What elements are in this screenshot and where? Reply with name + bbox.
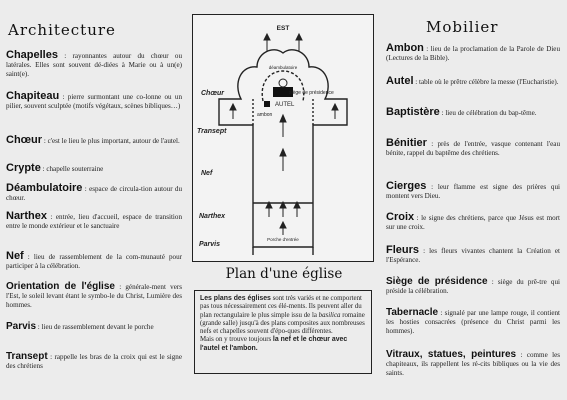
note-bold-2: la nef et le chœur avec l'autel et l'ambon. bbox=[200, 336, 348, 352]
definition: : lieu de la proclamation de la Parole de Dieu (Lectures de la Bible). bbox=[386, 45, 560, 62]
definition: : table où le prêtre célèbre la messe (l'Eucharistie). bbox=[413, 78, 559, 86]
term: Nef bbox=[6, 250, 24, 262]
note-bold-1: Les plans des églises bbox=[200, 295, 271, 302]
plan-title: Plan d'une église bbox=[225, 266, 343, 282]
term: Cierges bbox=[386, 180, 427, 192]
mobilier-heading: Mobilier bbox=[426, 18, 499, 36]
note-italic: basilica bbox=[318, 311, 341, 319]
entry-benitier bbox=[386, 139, 560, 158]
entry-siege bbox=[386, 278, 560, 296]
entry-choeur bbox=[6, 136, 182, 146]
entry-croix bbox=[386, 213, 560, 232]
term: Siège de présidence bbox=[386, 276, 488, 287]
label-autel: AUTEL bbox=[275, 102, 295, 108]
label-porche: Porche d'entrée bbox=[267, 237, 299, 242]
note-text-2: romaine (grande salle) jusqu'à des plans composites aux nombreuses nefs et chapelles souvent d'épo-ques différentes. bbox=[200, 311, 365, 336]
definition: : générale-ment vers l'Est, le soleil levant étant le symbo-le du Christ, Lumière des hommes. bbox=[6, 283, 182, 309]
entry-ambon bbox=[386, 44, 560, 63]
entry-fleurs bbox=[386, 246, 560, 265]
definition: : lieu de célébration du bap-tême. bbox=[439, 109, 537, 117]
term: Croix bbox=[386, 211, 415, 223]
architecture-heading: Architecture bbox=[8, 21, 116, 39]
entry-vitraux bbox=[386, 351, 560, 378]
definition: : près de l'entrée, vasque contenant l'eau bénite, rappel du baptême des chrétiens. bbox=[386, 140, 560, 157]
term: Bénitier bbox=[386, 137, 427, 149]
entry-transept bbox=[6, 353, 182, 371]
definition: : c'est le lieu le plus important, autour de l'autel. bbox=[42, 137, 180, 145]
label-parvis: Parvis bbox=[199, 241, 221, 248]
entry-crypte bbox=[6, 164, 182, 174]
definition: : chapelle souterraine bbox=[40, 165, 104, 173]
definition: : leur flamme est signe des prières qui montent vers Dieu. bbox=[386, 183, 560, 200]
label-narthex: Narthex bbox=[199, 213, 226, 220]
label-transept: Transept bbox=[197, 128, 227, 135]
term: Transept bbox=[6, 351, 48, 362]
definition: : entrée, lieu d'accueil, espace de transition entre le monde extérieur et le sanctuaire bbox=[6, 213, 182, 230]
definition: : pierre surmontant une co-lonne ou un pilier, souvent sculptée (motifs végétaux, scènes bibliques…) bbox=[6, 93, 182, 110]
entry-chapiteau bbox=[6, 92, 182, 111]
definition: : rappelle les bras de la croix qui est le signe des chrétiens bbox=[6, 353, 182, 370]
term: Baptistère bbox=[386, 106, 440, 118]
note-text-3: Mais on y trouve toujours bbox=[200, 336, 273, 344]
entry-parvis bbox=[6, 323, 182, 332]
siege-shape bbox=[279, 79, 287, 87]
term: Fleurs bbox=[386, 244, 420, 256]
term: Tabernacle bbox=[386, 307, 439, 318]
entry-autel bbox=[386, 77, 560, 87]
church-plan-svg bbox=[193, 15, 373, 261]
entry-deambulatoire bbox=[6, 184, 182, 203]
label-choeur: Chœur bbox=[201, 90, 224, 97]
definition: : comme les chapiteaux, ils rappellent les ré-cits bibliques ou la vie des saints. bbox=[386, 351, 560, 377]
term: Parvis bbox=[6, 321, 37, 332]
definition: : lieu de rassemblement de la com-munauté pour participer à la célébration. bbox=[6, 253, 182, 270]
definition: : les fleurs vivantes chantent la Création et l'Espérance. bbox=[386, 247, 560, 264]
church-plan-diagram bbox=[192, 14, 374, 262]
definition: : espace de circula-tion autour du chœur. bbox=[6, 185, 182, 202]
entry-tabernacle bbox=[386, 309, 560, 336]
term: Orientation de l'église bbox=[6, 281, 115, 292]
label-deambulatoire: déambulatoire bbox=[268, 65, 298, 70]
entry-orientation bbox=[6, 283, 182, 310]
ambon-shape bbox=[264, 101, 270, 107]
label-nef: Nef bbox=[201, 170, 213, 177]
term: Ambon bbox=[386, 42, 424, 54]
entry-chapelles bbox=[6, 51, 182, 79]
note-text-1: sont très variés et ne comportent pas tous nécessairement ces élé-ments. Ils peuvent aller du plan rectangulaire le plus simple issu de la bbox=[200, 295, 362, 319]
term: Chœur bbox=[6, 134, 43, 146]
definition: : lieu de rassemblement devant le porche bbox=[36, 323, 154, 331]
term: Narthex bbox=[6, 210, 47, 222]
label-est: EST bbox=[276, 25, 290, 32]
definition: : signalé par une lampe rouge, il contient les hosties consacrées (présence du Christ parmi les hommes). bbox=[386, 309, 560, 335]
plan-note-box bbox=[194, 290, 372, 374]
term: Déambulatoire bbox=[6, 182, 83, 194]
entry-narthex bbox=[6, 212, 182, 231]
term: Autel bbox=[386, 75, 414, 87]
label-siege: siège de présidence bbox=[289, 90, 334, 96]
definition: : siège du prê-tre qui préside la célébration. bbox=[386, 278, 560, 295]
label-ambon: ambon bbox=[257, 112, 273, 118]
definition: : rayonnantes autour du chœur ou latérales. Elles sont souvent dé-diées à Marie ou à un(e) saint(e). bbox=[6, 52, 182, 78]
term: Chapelles bbox=[6, 49, 58, 61]
definition: : le signe des chrétiens, parce que Jésus est mort sur une croix. bbox=[386, 214, 560, 231]
entry-baptistere bbox=[386, 108, 560, 118]
entry-nef bbox=[6, 252, 182, 271]
term: Vitraux, statues, peintures bbox=[386, 349, 517, 360]
term: Crypte bbox=[6, 162, 41, 174]
entry-cierges bbox=[386, 182, 560, 201]
term: Chapiteau bbox=[6, 90, 60, 102]
